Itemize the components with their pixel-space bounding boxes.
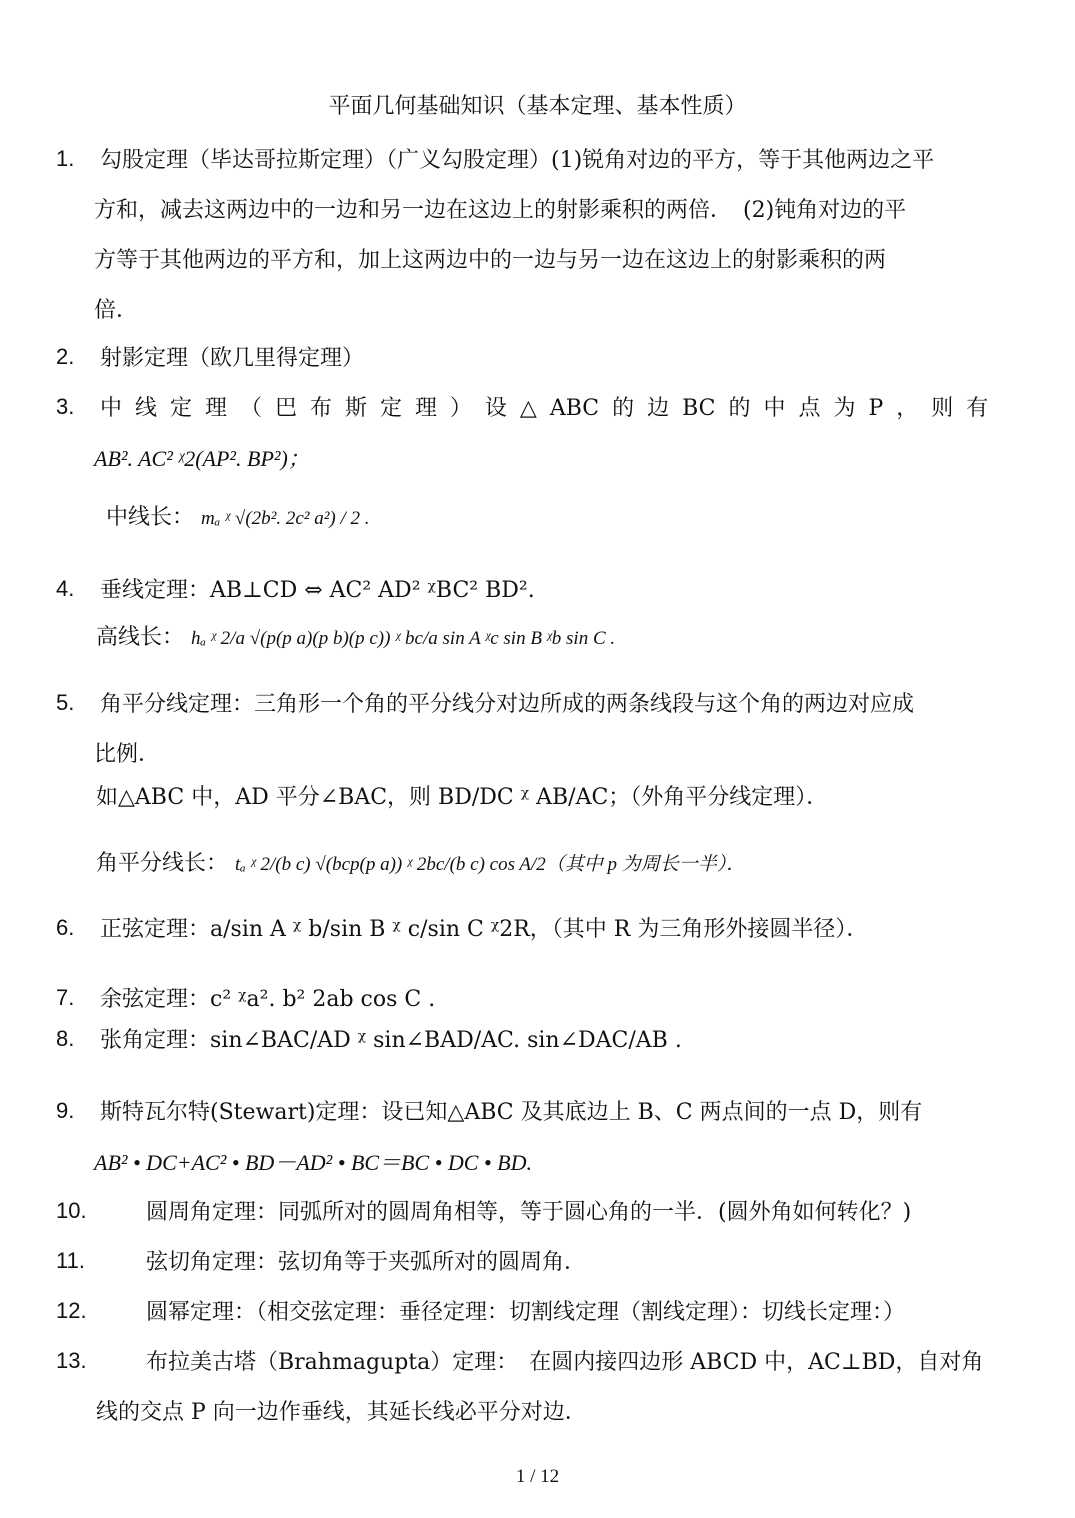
item-number: 13.: [56, 1348, 87, 1373]
item-text-line: 弦切角定理：弦切角等于夹弧所对的圆周角．: [146, 1250, 587, 1275]
item-text-line: 角平分线定理：三角形一个角的平分线分对边所成的两条线段与这个角的两边对应成: [100, 692, 915, 717]
item-number: 12.: [56, 1298, 87, 1323]
item-number: 4.: [56, 576, 75, 601]
stewart-formula: AB² • DC+AC² • BD－AD² • BC＝BC • DC • BD.: [94, 1150, 532, 1175]
item-text-line: 圆周角定理：同弧所对的圆周角相等，等于圆心角的一半．(圆外角如何转化？): [146, 1200, 912, 1225]
item-text-line: 布拉美古塔（Brahmagupta）定理： 在圆内接四边形 ABCD 中，AC⊥BD，自对角: [146, 1350, 984, 1375]
item-text-line: 正弦定理：a/sin A ᵡ b/sin B ᵡ c/sin C ᵡ2R，（其中 R 为三角形外接圆半径）．: [100, 917, 869, 942]
angle-bisector-example: 如△ABC 中，AD 平分∠BAC，则 BD/DC ᵡ AB/AC；（外角平分线定理）．: [96, 785, 829, 810]
item-text-line: 方等于其他两边的平方和，加上这两边中的一边与另一边在这边上的射影乘积的两: [94, 248, 887, 273]
page-title: 平面几何基础知识（基本定理、基本性质）: [328, 94, 747, 119]
median-formula: AB². AC² ᵡ2(AP². BP²)；: [94, 446, 310, 471]
item-number: 6.: [56, 915, 75, 940]
median-length-row: [106, 500, 370, 531]
item-text-line: 斯特瓦尔特(Stewart)定理：设已知△ABC 及其底边上 B、C 两点间的一点 D，则有: [100, 1100, 923, 1125]
angle-bisector-length-label: 角平分线长：: [96, 851, 229, 876]
altitude-length-formula: hₐ ᵡ 2/a √(p(p a)(p b)(p c)) ᵡ bc/a sin A ᵡc sin B ᵡb sin C .: [191, 628, 616, 649]
item-number: 5.: [56, 690, 75, 715]
item-text-line: 张角定理：sin∠BAC/AD ᵡ sin∠BAD/AC. sin∠DAC/AB .: [100, 1028, 682, 1053]
median-length-label: 中线长：: [106, 505, 195, 530]
item-number: 10.: [56, 1198, 87, 1223]
item-text-line: 中 线 定 理 （ 巴 布 斯 定 理 ） 设 △ ABC 的 边 BC 的 中 点 为 P ， 则 有: [100, 396, 989, 421]
item-number: 9.: [56, 1098, 75, 1123]
altitude-length-row: [96, 620, 615, 651]
item-text-line: 线的交点 P 向一边作垂线，其延长线必平分对边．: [96, 1400, 587, 1425]
item-text-line: 比例．: [94, 742, 161, 767]
angle-bisector-length-formula: tₐ ᵡ 2/(b c) √(bcp(p a)) ᵡ 2bc/(b c) cos A/2（其中 p 为周长一半）．: [235, 854, 746, 875]
item-text-line: 倍．: [94, 298, 139, 323]
item-number: 11.: [56, 1248, 85, 1273]
item-text-line: 方和，减去这两边中的一边和另一边在这边上的射影乘积的两倍． (2)钝角对边的平: [94, 198, 907, 223]
item-text-line: 余弦定理：c² ᵡa². b² 2ab cos C .: [100, 987, 436, 1012]
item-text-line: 圆幂定理：（相交弦定理：垂径定理：切割线定理（割线定理）：切线长定理：）: [146, 1300, 906, 1325]
page-number: 1 / 12: [515, 1466, 560, 1487]
median-length-formula: mₐ ᵡ √(2b². 2c² a²) / 2 .: [201, 508, 370, 529]
item-text-line: 勾股定理（毕达哥拉斯定理）（广义勾股定理）(1)锐角对边的平方，等于其他两边之平: [100, 148, 935, 173]
item-number: 3.: [56, 394, 75, 419]
item-number: 7.: [56, 985, 75, 1010]
item-number: 8.: [56, 1026, 75, 1051]
angle-bisector-length-row: [96, 846, 745, 877]
item-text-line: 垂线定理：AB⊥CD ⇔ AC² AD² ᵡBC² BD².: [100, 578, 535, 603]
item-text-line: 射影定理（欧几里得定理）: [100, 346, 365, 371]
item-number: 2.: [56, 344, 75, 369]
item-number: 1.: [56, 146, 75, 171]
altitude-length-label: 高线长：: [96, 625, 185, 650]
